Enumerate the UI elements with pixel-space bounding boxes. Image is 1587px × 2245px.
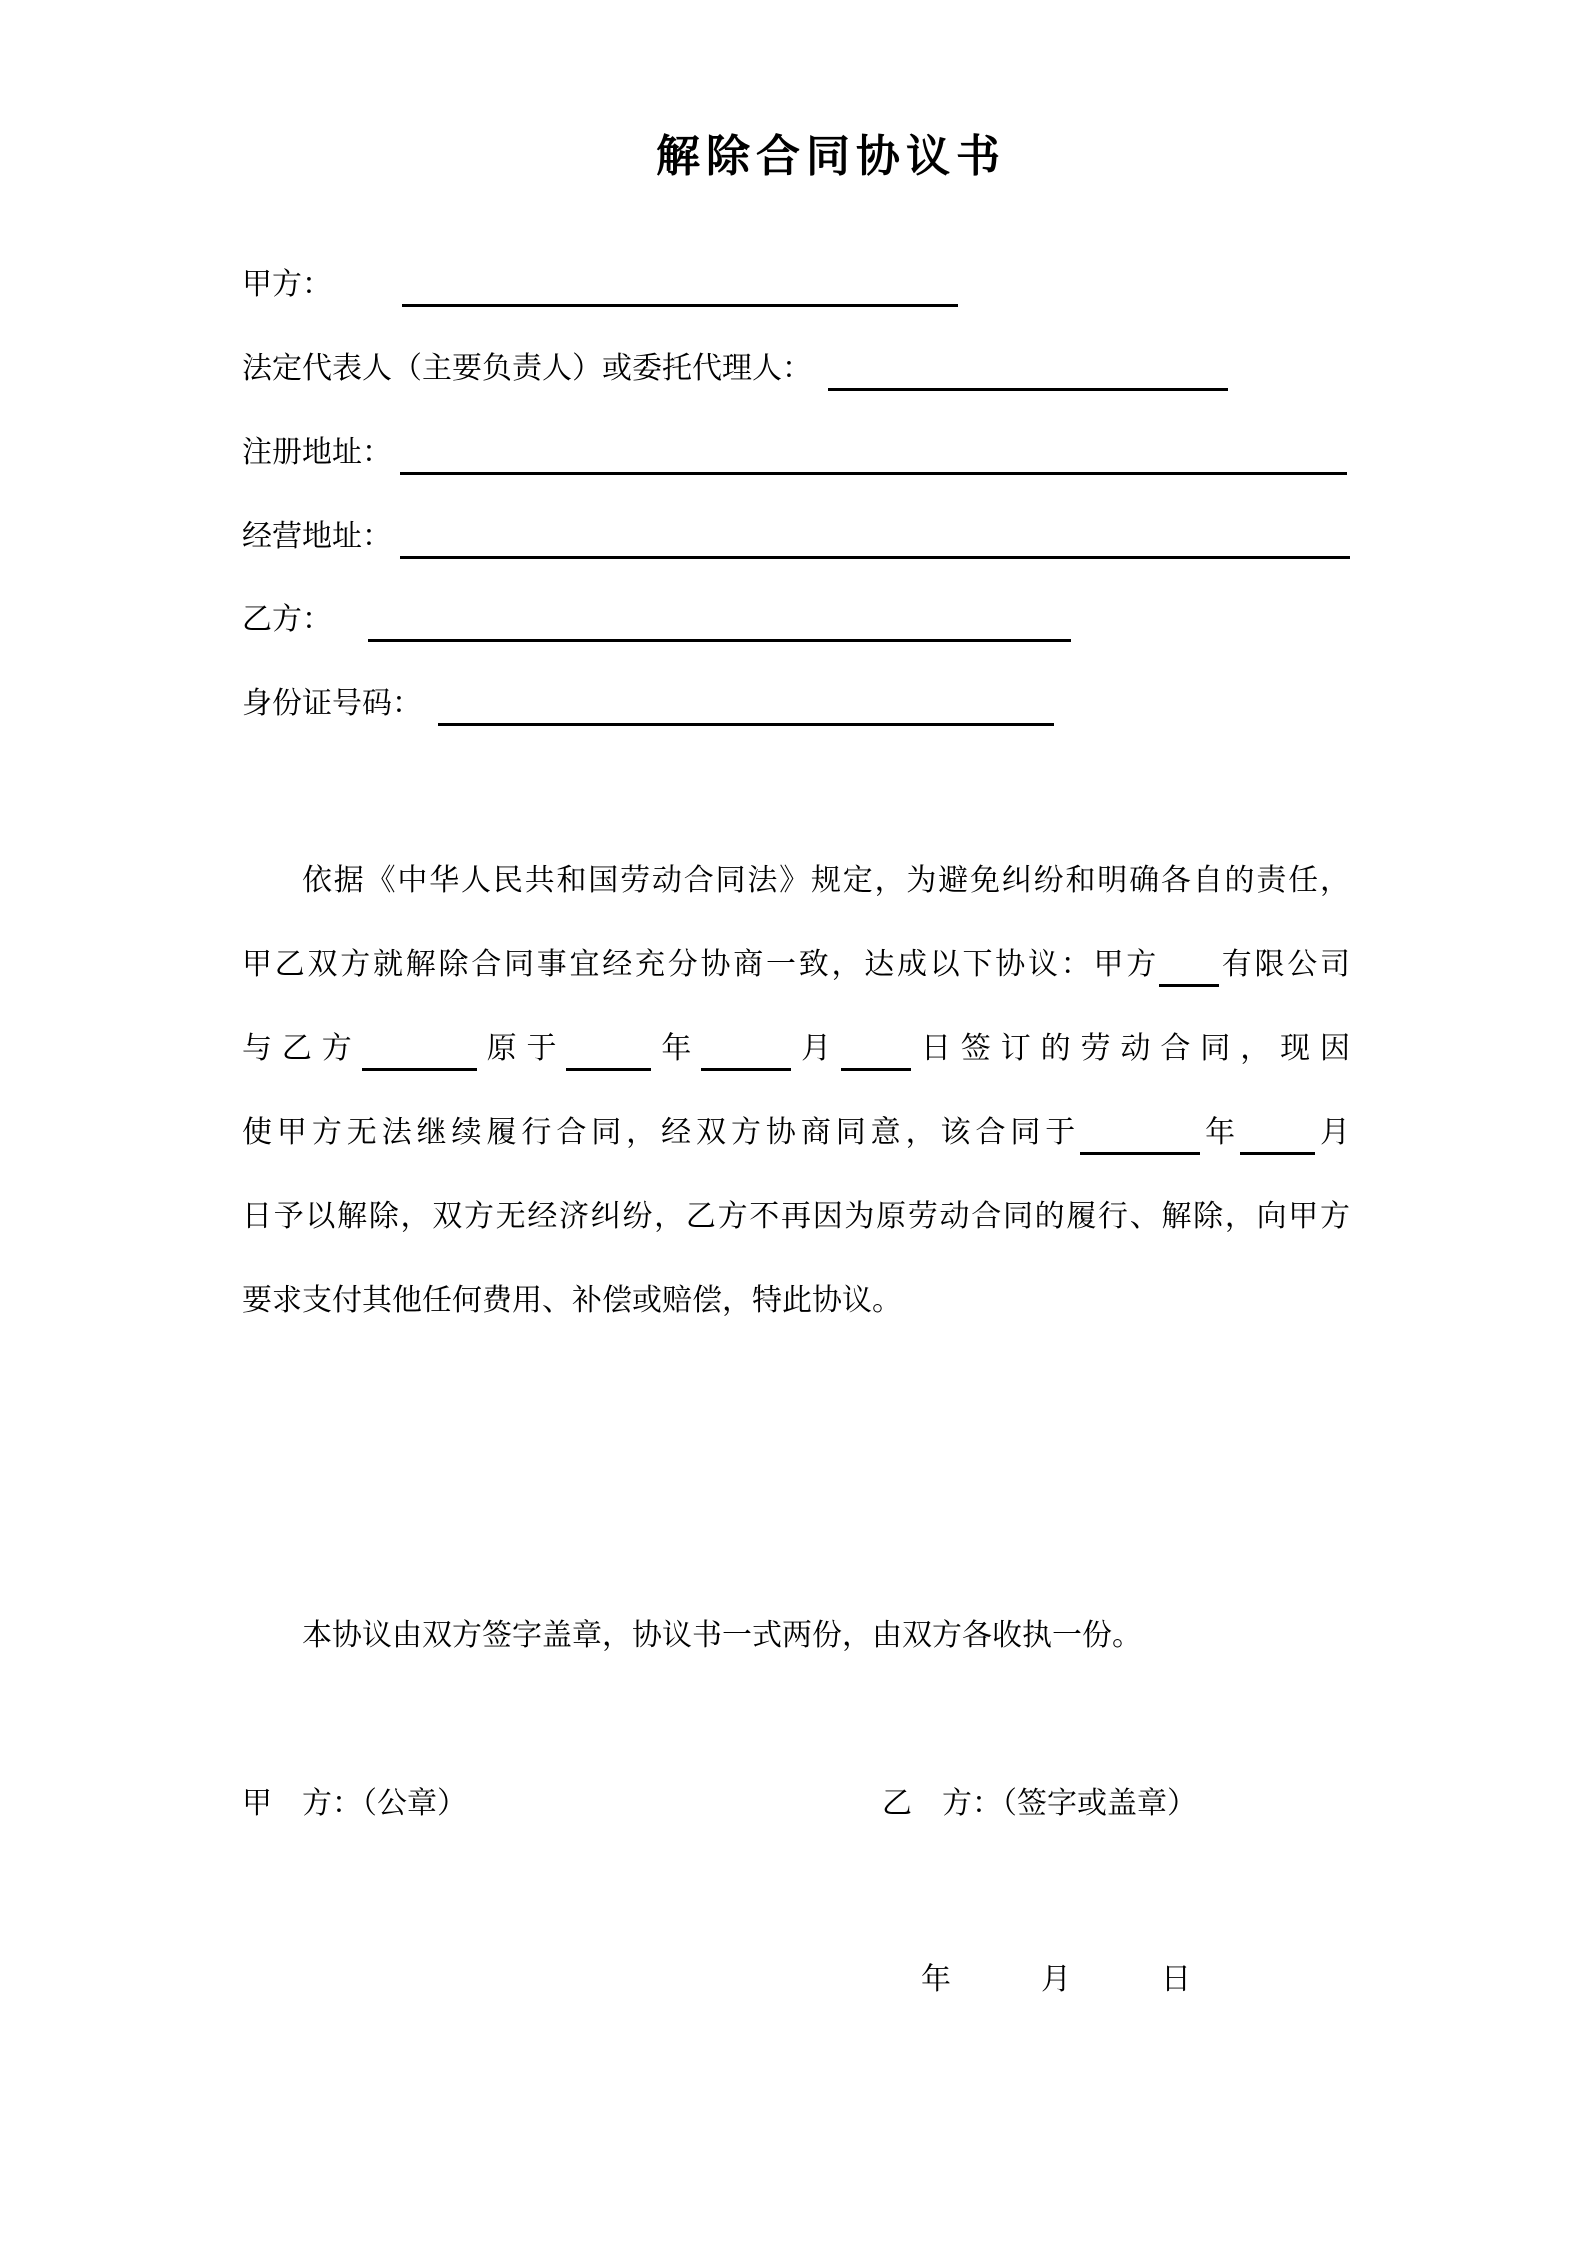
field-label-party-b: 乙方： bbox=[242, 603, 332, 636]
body-text: 要求支付其他任何费用、补偿或赔偿，特此协议。 bbox=[242, 1284, 902, 1317]
field-label-registered-address: 注册地址： bbox=[242, 436, 392, 469]
form-field-party-b bbox=[242, 598, 1350, 642]
inline-blank-line bbox=[566, 1030, 651, 1071]
body-text: 日签订的劳动合同，现因 bbox=[911, 1032, 1351, 1065]
body-text: 年 bbox=[1200, 1116, 1241, 1149]
form-field-id-number bbox=[242, 682, 1350, 726]
field-blank-line bbox=[400, 516, 1350, 559]
form-field-business-address bbox=[242, 515, 1350, 559]
body-text: 使甲方无法继续履行合同，经双方协商同意，该合同于 bbox=[242, 1116, 1081, 1149]
field-blank-line bbox=[368, 599, 1071, 642]
field-blank-line bbox=[402, 264, 958, 307]
body-text: 年 bbox=[651, 1032, 702, 1065]
field-blank-line bbox=[400, 432, 1347, 475]
body-text: 与乙方 bbox=[242, 1032, 362, 1065]
body-text: 月 bbox=[791, 1032, 842, 1065]
field-label-id-number: 身份证号码： bbox=[242, 687, 422, 720]
inline-blank-line bbox=[1159, 946, 1219, 987]
date-line: 年 月 日 bbox=[921, 1963, 1201, 1996]
document-title: 解除合同协议书 bbox=[656, 132, 1006, 181]
form-field-legal-representative bbox=[242, 347, 1350, 391]
inline-blank-line bbox=[1240, 1114, 1315, 1155]
closing-statement: 本协议由双方签字盖章，协议书一式两份，由双方各收执一份。 bbox=[302, 1619, 1142, 1652]
body-line-5 bbox=[242, 1195, 1350, 1239]
body-line-6 bbox=[242, 1279, 1350, 1323]
field-label-business-address: 经营地址： bbox=[242, 520, 392, 553]
party-b-signature-label: 乙 方：（签字或盖章） bbox=[882, 1787, 1197, 1820]
inline-blank-line bbox=[362, 1030, 477, 1071]
body-line-2 bbox=[242, 943, 1350, 987]
inline-blank-line bbox=[841, 1030, 911, 1071]
form-field-registered-address bbox=[242, 431, 1350, 475]
field-blank-line bbox=[828, 348, 1228, 391]
inline-blank-line bbox=[701, 1030, 791, 1071]
body-line-1 bbox=[242, 859, 1350, 903]
signature-row bbox=[242, 1782, 1350, 1826]
body-text: 甲乙双方就解除合同事宜经充分协商一致，达成以下协议：甲方 bbox=[242, 948, 1159, 981]
party-a-signature-label: 甲 方：（公章） bbox=[242, 1787, 467, 1820]
field-blank-line bbox=[438, 683, 1054, 726]
form-field-party-a bbox=[242, 263, 1350, 307]
body-line-3 bbox=[242, 1027, 1350, 1071]
body-text: 月 bbox=[1315, 1116, 1351, 1149]
body-line-4 bbox=[242, 1111, 1350, 1155]
field-label-party-a: 甲方： bbox=[242, 268, 332, 301]
body-text: 原于 bbox=[476, 1032, 567, 1065]
body-text: 日予以解除，双方无经济纠纷，乙方不再因为原劳动合同的履行、解除，向甲方 bbox=[242, 1200, 1350, 1233]
body-text: 依据《中华人民共和国劳动合同法》规定，为避免纠纷和明确各自的责任， bbox=[302, 864, 1350, 897]
field-label-legal-representative: 法定代表人（主要负责人）或委托代理人： bbox=[242, 352, 812, 385]
body-text: 有限公司 bbox=[1219, 948, 1350, 981]
inline-blank-line bbox=[1080, 1114, 1200, 1155]
